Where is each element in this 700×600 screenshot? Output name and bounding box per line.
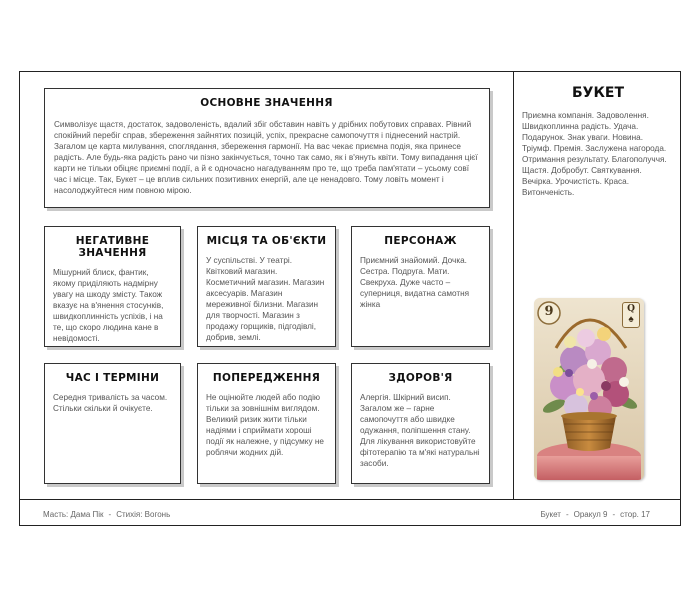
negative-meaning-card xyxy=(44,226,181,347)
warning-title: ПОПЕРЕДЖЕННЯ xyxy=(212,372,321,384)
main-meaning-card xyxy=(44,88,490,208)
places-card xyxy=(197,226,336,347)
page-frame xyxy=(19,71,681,526)
footer-separator: - xyxy=(565,510,569,519)
tarot-number: 9 xyxy=(544,304,554,319)
main-meaning-text: Символізує щастя, достаток, задоволеність, вдалий збіг обставин навіть у дрібних побутових справах. Рівний спокійний перебіг справ, збереження зайнятих позицій, успіх, прекрасне самопочуття і піднесений настрій. Загалом це карта милування, споглядання, збереження гармонії. На вас чекає приємна подія, яка принесе радість. Але будь-яка радість рано чи пізно закінчується, точно так само, як і в'януть квіти. Тому випадання цієї карти не тільки обіцяє приємні події, а й є одночасно нагадуванням про те, що треба пам'ятати – усьому совї час і місце. Так, Букет – це вплив сильних позитивних енергій, але це ненадовго. Тому ловіть момент і насолоджуйтеся ним повною мірою. xyxy=(54,120,478,195)
footer-separator: - xyxy=(108,510,112,519)
person-title: ПЕРСОНАЖ xyxy=(384,235,457,247)
time-title: ЧАС І ТЕРМІНИ xyxy=(65,372,160,384)
person-card xyxy=(351,226,490,347)
tarot-rank: Q xyxy=(627,304,635,314)
card-keywords: Приємна компанія. Задоволення. Швидкоплинна радість. Удача. Подарунок. Знак уваги. Новина. Тріумф. Премія. Заслужена нагорода. Отримання результату. Благополуччя. Щастя. Добробут. Святкування. Вечірка. Урочистість. Краса. Витонченість. xyxy=(522,111,667,197)
health-card xyxy=(351,363,490,484)
footer-left xyxy=(43,510,170,519)
time-card xyxy=(44,363,181,484)
negative-meaning-title: НЕГАТИВНЕ ЗНАЧЕННЯ xyxy=(75,235,150,259)
health-title: ЗДОРОВ'Я xyxy=(388,372,453,384)
column-divider xyxy=(513,72,514,499)
tarot-card-image xyxy=(534,298,644,480)
card-name-title: БУКЕТ xyxy=(571,85,625,101)
spade-icon: ♠ xyxy=(628,314,634,325)
places-title: МІСЦЯ ТА ОБ'ЄКТИ xyxy=(206,235,327,247)
health-text: Алергія. Шкірний висип. Загалом же – гарне самопочуття або швидке одужання, поліпшення стану. Для лікування використовуйте фітотерапію та м'які натуральні засоби. xyxy=(360,393,480,468)
negative-meaning-text: Мішурний блиск, фантик, якому приділяють надмірну увагу на шкоду змісту. Також вказує на в'янення стосунків, швидкоплинність успіхів, і на те, що скоро людина кане в невідомості. xyxy=(53,268,164,343)
footer-page: стор. 17 xyxy=(620,510,650,519)
footer-element: Стихія: Вогонь xyxy=(116,510,171,519)
time-text: Середня тривалість за часом. Стільки скільки й очікуєте. xyxy=(53,393,168,413)
person-text: Приємний знайомий. Дочка. Сестра. Подруга. Мати. Свекруха. Дуже часто – суперниця, видатна самотня жінка xyxy=(360,256,470,309)
main-meaning-title: ОСНОВНЕ ЗНАЧЕННЯ xyxy=(200,97,333,109)
warning-text: Не оцінюйте людей або подію тільки за зовнішнім виглядом. Великий ризик жити тільки надіями і сприймати хороші події як належне, у підсумку не роблячи жодних дій. xyxy=(206,393,324,457)
footer-card-name: Букет xyxy=(540,510,561,519)
footer-oracle: Оракул 9 xyxy=(573,510,608,519)
footer-suit: Масть: Дама Пік xyxy=(43,510,104,519)
places-text: У суспільстві. У театрі. Квітковий магазин. Косметичний магазин. Магазин аксесуарів. Магазин мереживної білизни. Магазин для творчості. Магазин з продажу горщиків, підгодівлі, добрив, землі. xyxy=(206,256,325,342)
footer-right xyxy=(540,510,650,519)
footer-divider xyxy=(20,499,680,500)
tarot-suit-badge xyxy=(622,302,640,328)
warning-card xyxy=(197,363,336,484)
footer-separator: - xyxy=(612,510,616,519)
